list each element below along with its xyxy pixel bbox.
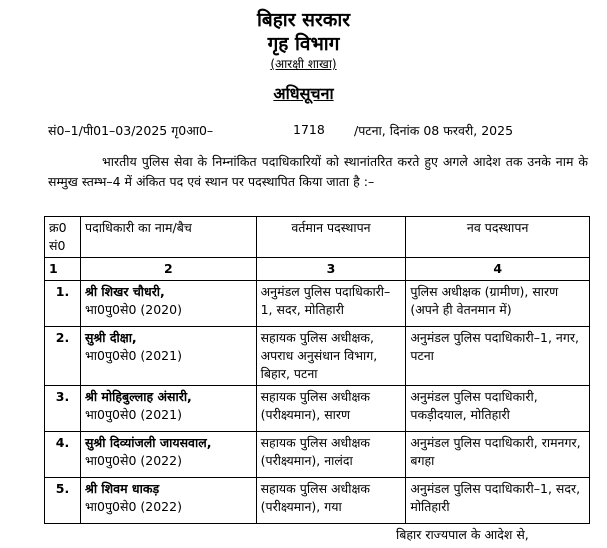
officer-batch: भा0पु0से0 (2021) xyxy=(84,407,182,422)
officer-name: श्री मोहिबुल्लाह अंसारी, xyxy=(84,389,192,404)
reference-number: सं0–1/पी01–03/2025 गृ0आ0– xyxy=(48,123,214,138)
row-current-posting: सहायक पुलिस अधीक्षक, अपराध अनुसंधान विभाग, बिहार, पटना xyxy=(256,327,406,386)
row-officer xyxy=(80,478,256,524)
column-number: 2 xyxy=(80,258,256,281)
reference-place-date: /पटना, दिनांक 08 फरवरी, 2025 xyxy=(354,123,514,138)
row-officer xyxy=(80,386,256,432)
notification-title: अधिसूचना xyxy=(273,84,334,103)
header-serial: क्र0 सं0 xyxy=(45,217,81,258)
row-current-posting: सहायक पुलिस अधीक्षक (परीक्ष्यमान), नालंदा xyxy=(256,432,406,478)
column-number-row xyxy=(45,258,590,281)
row-new-posting: अनुमंडल पुलिस पदाधिकारी, रामनगर, बगहा xyxy=(406,432,590,478)
signature-line: बिहार राज्यपाल के आदेश से, xyxy=(396,527,529,542)
row-officer xyxy=(80,432,256,478)
table-row xyxy=(45,478,590,524)
row-new-posting: अनुमंडल पुलिस पदाधिकारी–1, सदर, मोतिहारी xyxy=(406,478,590,524)
header-name: पदाधिकारी का नाम/बैच xyxy=(80,217,256,258)
officer-batch: भा0पु0से0 (2022) xyxy=(84,453,182,468)
row-serial: 1. xyxy=(45,281,81,327)
row-new-posting: अनुमंडल पुलिस पदाधिकारी–1, नगर, पटना xyxy=(406,327,590,386)
government-title: बिहार सरकार xyxy=(256,9,351,31)
table-row xyxy=(45,281,590,327)
header-current-posting: वर्तमान पदस्थापन xyxy=(256,217,406,258)
row-current-posting: सहायक पुलिस अधीक्षक (परीक्ष्यमान), सारण xyxy=(256,386,406,432)
officer-name: श्री शिखर चौधरी, xyxy=(84,284,165,299)
row-serial: 4. xyxy=(45,432,81,478)
officer-name: सुश्री दीक्षा, xyxy=(84,330,137,345)
reference-number-suffix: 1718 xyxy=(293,122,325,137)
column-number: 1 xyxy=(45,258,81,281)
row-current-posting: अनुमंडल पुलिस पदाधिकारी–1, सदर, मोतिहारी xyxy=(256,281,406,327)
row-serial: 5. xyxy=(45,478,81,524)
column-number: 3 xyxy=(256,258,406,281)
row-new-posting: अनुमंडल पुलिस पदाधिकारी, पकड़ीदयाल, मोतिहारी xyxy=(406,386,590,432)
posting-table xyxy=(44,216,590,524)
table-row xyxy=(45,386,590,432)
row-officer xyxy=(80,327,256,386)
row-serial: 3. xyxy=(45,386,81,432)
row-serial: 2. xyxy=(45,327,81,386)
officer-name: सुश्री दिव्यांजली जायसवाल, xyxy=(84,435,212,450)
branch-label xyxy=(0,55,607,72)
branch-text: (आरक्षी शाखा) xyxy=(270,57,337,71)
notification-heading xyxy=(0,82,607,104)
table-row xyxy=(45,327,590,386)
table-header-row xyxy=(45,217,590,258)
officer-batch: भा0पु0से0 (2022) xyxy=(84,499,182,514)
column-number: 4 xyxy=(406,258,590,281)
intro-paragraph: भारतीय पुलिस सेवा के निम्नांकित पदाधिकारियों को स्थानांतरित करते हुए अगले आदेश तक उनके नाम के सम्मुख स्तम्भ–4 में अंकित पद एवं स्थान पर पदस्थापित किया जाता है :– xyxy=(48,154,588,189)
table-row xyxy=(45,432,590,478)
row-new-posting: पुलिस अधीक्षक (ग्रामीण), सारण (अपने ही वेतनमान में) xyxy=(406,281,590,327)
department-title: गृह विभाग xyxy=(267,33,340,55)
row-current-posting: सहायक पुलिस अधीक्षक (परीक्ष्यमान), गया xyxy=(256,478,406,524)
officer-name: श्री शिवम धाकड़ xyxy=(84,481,160,496)
officer-batch: भा0पु0से0 (2020) xyxy=(84,302,182,317)
row-officer xyxy=(80,281,256,327)
officer-batch: भा0पु0से0 (2021) xyxy=(84,348,182,363)
header-new-posting: नव पदस्थापन xyxy=(406,217,590,258)
